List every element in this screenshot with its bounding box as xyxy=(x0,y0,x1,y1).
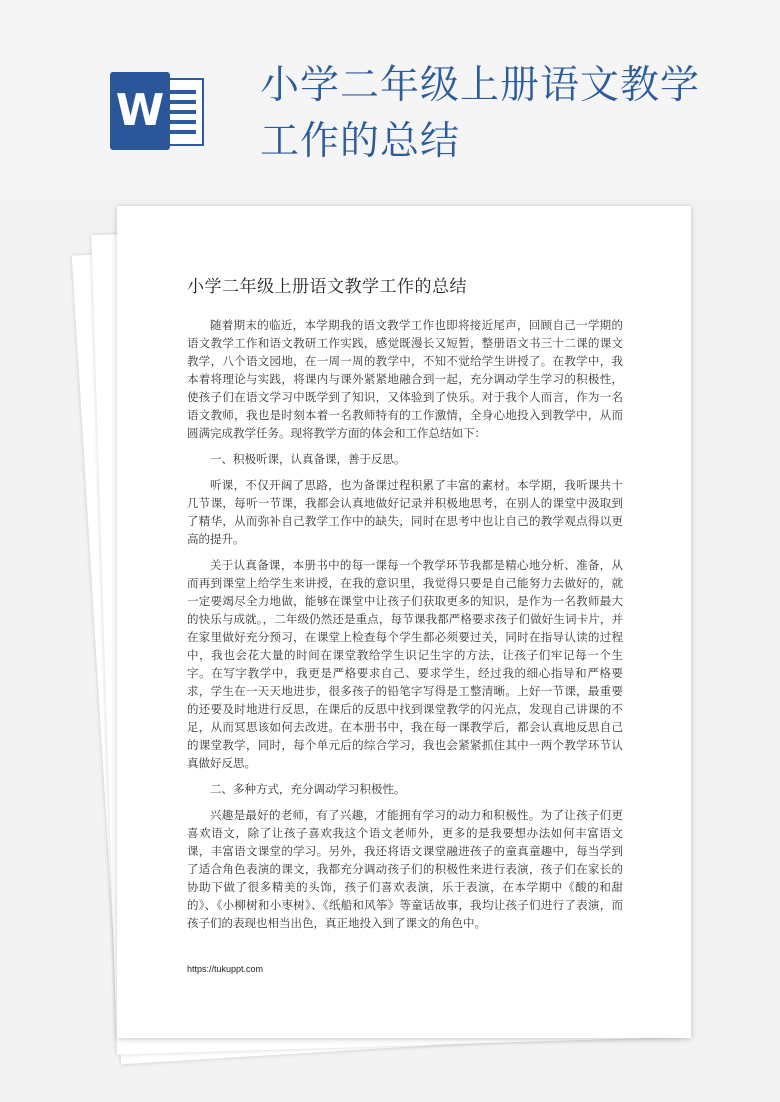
word-document-icon xyxy=(110,72,208,150)
paragraph: 随着期末的临近，本学期我的语文教学工作也即将接近尾声，回顾自己一学期的语文教学工作和语文教研工作实践，感觉既漫长又短暂，整册语文书三十二课的课文教学，八个语文园地，在一周一周的教学中，不知不觉给学生讲授了。在教学中，我本着将理论与实践，将课内与课外紧紧地融合到一起，充分调动学生学习的积极性，使孩子们在语文学习中既学到了知识，又体验到了快乐。对于我个人而言，作为一名语文教师，我也是时刻本着一名教师特有的工作激情，全身心地投入到教学中，从而圆满完成教学任务。现将教学方面的体会和工作总结如下： xyxy=(187,318,623,440)
paragraph: 兴趣是最好的老师，有了兴趣，才能拥有学习的动力和积极性。为了让孩子们更喜欢语文，除了让孩子喜欢我这个语文老师外，更多的是我要想办法如何丰富语文课，丰富语文课堂的学习。另外，我还将语文课堂融进孩子的童真童趣中，每当学到了适合角色表演的课文，我都充分调动孩子们的积极性来进行表演，孩子们在家长的协助下做了很多精美的头饰，孩子们喜欢表演，乐于表演，在本学期中《酸的和甜的》、《小柳树和小枣树》、《纸船和风筝》等童话故事，我均让孩子们进行了表演，而孩子们的表现也相当出色，真正地投入到了课文的角色中。 xyxy=(187,808,623,930)
paragraph: 关于认真备课，本册书中的每一课每一个教学环节我都是精心地分析、准备，从而再到课堂上给学生来讲授，在我的意识里，我觉得只要是自己能努力去做好的，就一定要竭尽全力地做，能够在课堂中让孩子们获取更多的知识，是作为一名教师最大的快乐与成就。，二年级仍然还是重点，每节课我都严格要求孩子们做好生词卡片，并在家里做好充分预习，在课堂上检查每个学生都必须要过关，同时在指导认读的过程中，我也会花大量的时间在课堂教给学生识记生字的方法，让孩子们牢记每一个生字。在写字教学中，我更是严格要求自己、要求学生，经过我的细心指导和严格要求，学生在一天天地进步，很多孩子的铅笔字写得是工整清晰。上好一节课，最重要的还要及时地进行反思，在课后的反思中找到课堂教学的闪光点，发现自己讲课的不足，从而冥思该如何去改进。在本册书中，我在每一课教学后，都会认真地反思自己的课堂教学，同时，每个单元后的综合学习，我也会紧紧抓住其中一两个教学环节认真做好反思。 xyxy=(187,558,623,770)
document-page xyxy=(117,206,691,1038)
footer-url: https://tukuppt.com xyxy=(187,964,264,974)
section-heading: 二、多种方式，充分调动学习积极性。 xyxy=(210,782,406,796)
header-banner xyxy=(0,0,780,200)
document-title: 小学二年级上册语文教学工作的总结 xyxy=(187,277,467,297)
paragraph: 听课，不仅开阔了思路，也为备课过程积累了丰富的素材。本学期，我听课共十几节课，每听一节课，我都会认真地做好记录并积极地思考，在别人的课堂中汲取到了精华，从而弥补自己教学工作中的缺失，同时在思考中也让自己的教学观点得以更高的提升。 xyxy=(187,478,623,546)
page-title: 小学二年级上册语文教学工作的总结 xyxy=(260,63,701,164)
word-icon-badge: W xyxy=(110,72,170,150)
document-body xyxy=(187,316,623,940)
section-heading: 一、积极听课，认真备课，善于反思。 xyxy=(210,452,406,466)
